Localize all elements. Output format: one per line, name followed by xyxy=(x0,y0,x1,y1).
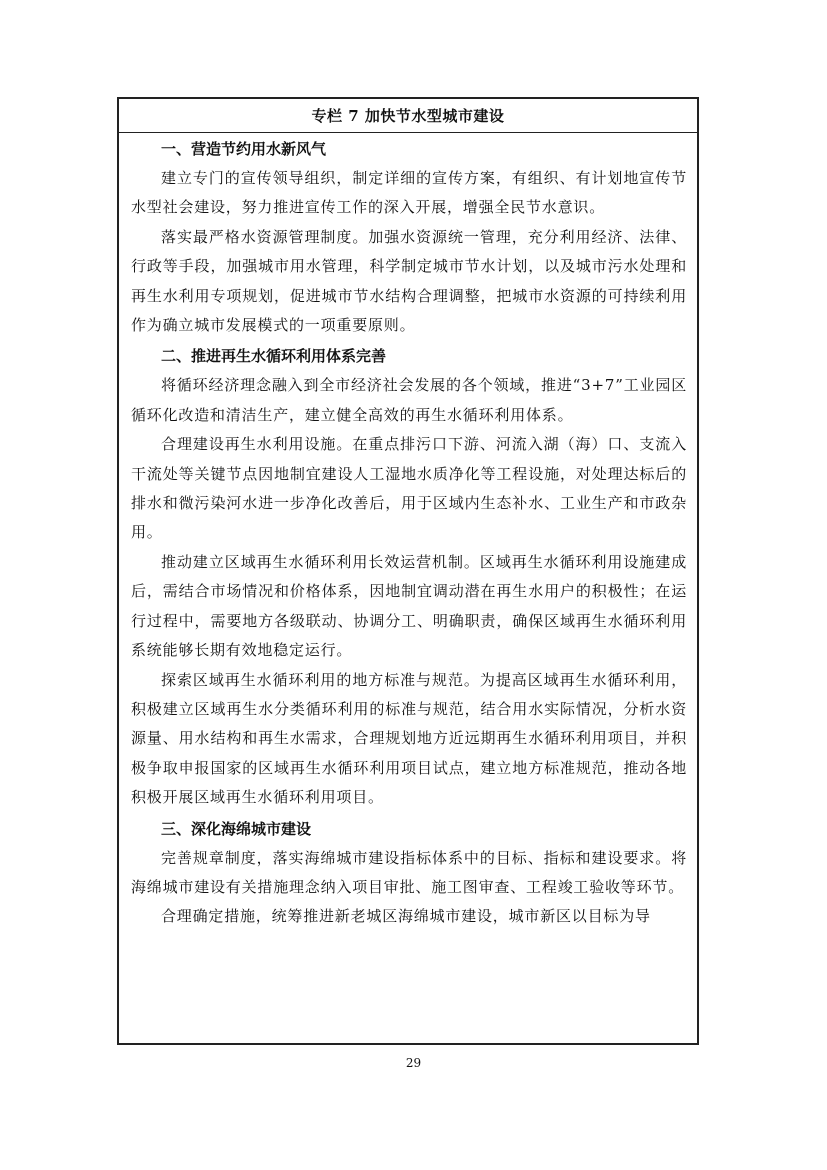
box-title: 专栏 7 加快节水型城市建设 xyxy=(119,99,697,133)
paragraph: 建立专门的宣传领导组织，制定详细的宣传方案，有组织、有计划地宣传节水型社会建设，努力推进宣传工作的深入开展，增强全民节水意识。 xyxy=(131,169,687,217)
paragraph: 探索区域再生水循环利用的地方标准与规范。为提高区域再生水循环利用，积极建立区域再生水分类循环利用的标准与规范，结合用水实际情况，分析水资源量、用水结构和再生水需求，合理规划地方近远期再生水循环利用项目，并积极争取申报国家的区域再生水循环利用项目试点，建立地方标准规范，推动各地积极开展区域再生水循环利用项目。 xyxy=(131,670,687,807)
section-heading: 三、深化海绵城市建设 xyxy=(161,819,312,838)
page-number: 29 xyxy=(405,1056,422,1070)
paragraph: 合理确定措施，统筹推进新老城区海绵城市建设，城市新区以目标为导 xyxy=(161,907,651,926)
paragraph: 落实最严格水资源管理制度。加强水资源统一管理，充分利用经济、法律、行政等手段，加强城市用水管理，科学制定城市节水计划，以及城市污水处理和再生水利用专项规划，促进城市节水结构合理调整，把城市水资源的可持续利用作为确立城市发展模式的一项重要原则。 xyxy=(131,227,687,335)
paragraph: 将循环经济理念融入到全市经济社会发展的各个领域，推进“3+7”工业园区循环化改造和清洁生产，建立健全高效的再生水循环利用体系。 xyxy=(131,376,687,424)
paragraph: 合理建设再生水利用设施。在重点排污口下游、河流入湖（海）口、支流入干流处等关键节点因地制宜建设人工湿地水质净化等工程设施，对处理达标后的排水和微污染河水进一步净化改善后，用于区域内生态补水、工业生产和市政杂用。 xyxy=(131,435,687,542)
paragraph: 完善规章制度，落实海绵城市建设指标体系中的目标、指标和建设要求。将海绵城市建设有关措施理念纳入项目审批、施工图审查、工程竣工验收等环节。 xyxy=(131,848,687,896)
box-content xyxy=(119,138,697,932)
paragraph: 推动建立区域再生水循环利用长效运营机制。区域再生水循环利用设施建成后，需结合市场情况和价格体系，因地制宜调动潜在再生水用户的积极性；在运行过程中，需要地方各级联动、协调分工、明确职责，确保区域再生水循环利用系统能够长期有效地稳定运行。 xyxy=(131,552,687,660)
feature-box xyxy=(117,97,699,1045)
section-heading: 二、推进再生水循环利用体系完善 xyxy=(161,347,387,366)
section-heading: 一、营造节约用水新风气 xyxy=(161,140,327,158)
